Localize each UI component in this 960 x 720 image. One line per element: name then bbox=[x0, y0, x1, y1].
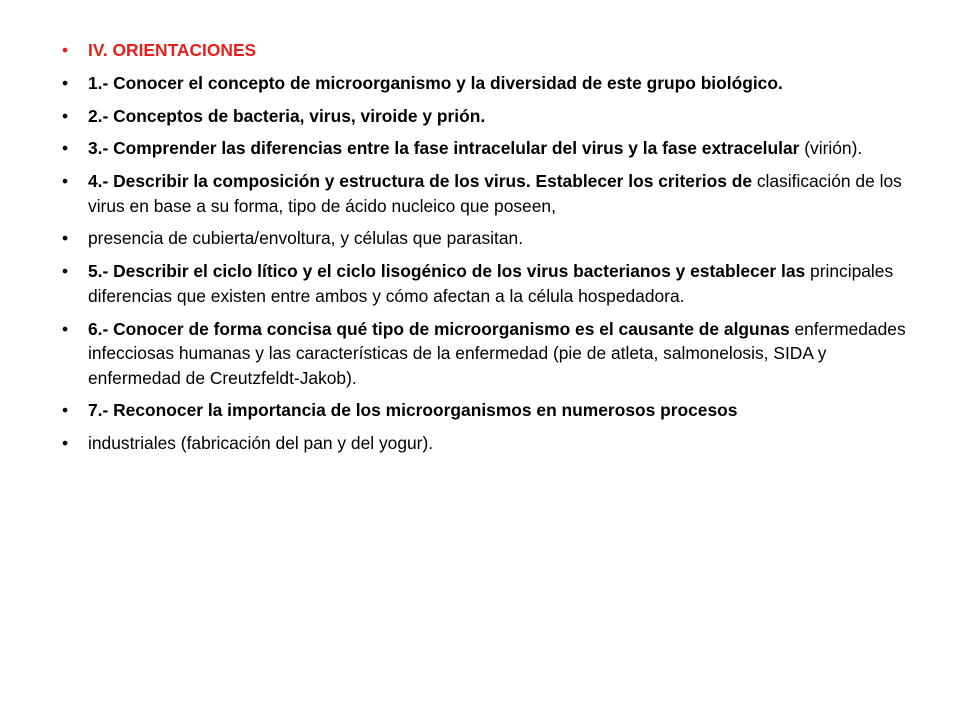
bullet-text-bold: 6.- Conocer de forma concisa qué tipo de microorganismo es el causante de algunas bbox=[88, 318, 790, 339]
bullet-dot-icon: • bbox=[62, 40, 69, 60]
bullet-text-normal: (virión). bbox=[799, 138, 863, 159]
bullet-list bbox=[62, 38, 922, 464]
bullet-dot-icon: • bbox=[62, 261, 69, 282]
bullet-text-normal: clasificación de los virus en base a su forma, tipo de ácido nucleico que poseen, bbox=[88, 171, 902, 216]
bullet-text-normal: principales diferencias que existen entre ambos y cómo afectan a la célula hospedadora. bbox=[88, 261, 894, 306]
bullet-text-bold: 1.- Conocer el concepto de microorganismo y la diversidad de este grupo biológico. bbox=[88, 72, 783, 93]
bullet-dot-icon: • bbox=[62, 105, 69, 126]
bullet-item-7-continued bbox=[62, 431, 922, 456]
bullet-text-normal: industriales (fabricación del pan y del yogur). bbox=[88, 433, 434, 454]
bullet-dot-icon: • bbox=[62, 72, 69, 93]
bullet-item-6 bbox=[62, 317, 922, 391]
bullet-text-bold: 7.- Reconocer la importancia de los microorganismos en numerosos procesos bbox=[88, 400, 738, 421]
bullet-text-bold: 2.- Conceptos de bacteria, virus, viroide y prión. bbox=[88, 105, 486, 126]
bullet-item-4 bbox=[62, 169, 922, 218]
bullet-text-normal: presencia de cubierta/envoltura, y células que parasitan. bbox=[88, 228, 524, 249]
bullet-dot-icon: • bbox=[62, 400, 69, 421]
bullet-dot-icon: • bbox=[62, 138, 69, 159]
bullet-item-5 bbox=[62, 259, 922, 308]
bullet-dot-icon: • bbox=[62, 318, 69, 339]
bullet-text-bold: 3.- Comprender las diferencias entre la fase intracelular del virus y la fase extracelular bbox=[88, 138, 800, 159]
bullet-text-bold: 5.- Describir el ciclo lítico y el ciclo lisogénico de los virus bacterianos y establecer las bbox=[88, 261, 806, 282]
bullet-item-4-continued bbox=[62, 226, 922, 251]
bullet-text-bold: 4.- Describir la composición y estructura de los virus. Establecer los criterios de bbox=[88, 171, 752, 192]
bullet-dot-icon: • bbox=[62, 228, 69, 249]
bullet-item-2 bbox=[62, 104, 922, 129]
bullet-heading bbox=[62, 38, 922, 63]
bullet-dot-icon: • bbox=[62, 433, 69, 454]
heading-text: IV. ORIENTACIONES bbox=[88, 40, 257, 60]
bullet-text-normal: enfermedades infecciosas humanas y las características de la enfermedad (pie de atleta, salmonelosis, SIDA y enfermedad de Creutzfeldt-Jakob). bbox=[88, 318, 906, 388]
bullet-item-1 bbox=[62, 71, 922, 96]
bullet-item-7 bbox=[62, 398, 922, 423]
bullet-dot-icon: • bbox=[62, 171, 69, 192]
bullet-item-3 bbox=[62, 136, 922, 161]
